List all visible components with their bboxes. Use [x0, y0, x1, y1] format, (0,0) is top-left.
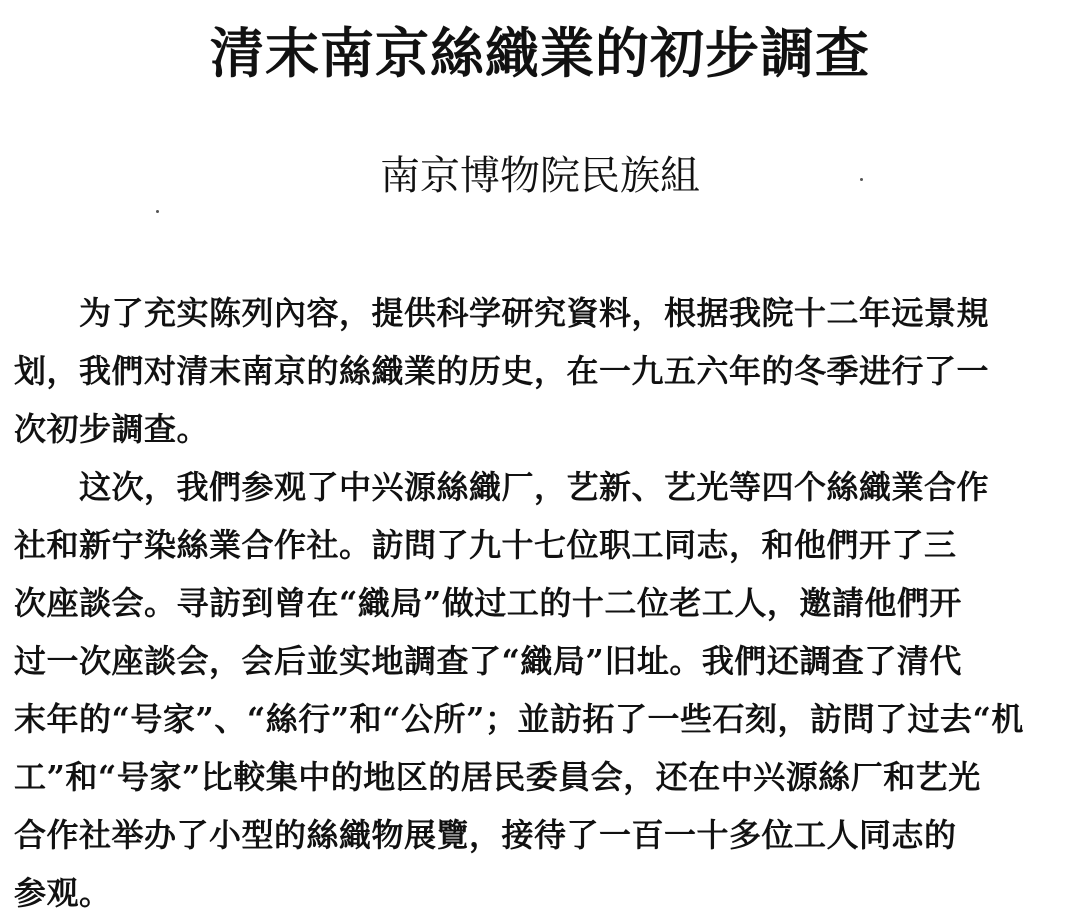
article-body: [14, 284, 1070, 922]
body-line: 这次，我們参观了中兴源絲織厂，艺新、艺光等四个絲織業合作: [14, 468, 990, 506]
body-line: 次座談会。寻訪到曾在“織局”做过工的十二位老工人，邀請他們开: [14, 584, 962, 622]
body-line: 社和新宁染絲業合作社。訪問了九十七位职工同志，和他們开了三: [14, 526, 957, 564]
body-line: 过一次座談会，会后並实地調查了“織局”旧址。我們还調查了清代: [14, 642, 962, 680]
body-line: 次初步調查。: [14, 410, 210, 448]
body-line: 合作社举办了小型的絲織物展覽，接待了一百一十多位工人同志的: [14, 816, 957, 854]
article-author: 南京博物院民族組: [380, 153, 700, 199]
article-title: 清末南京絲織業的初步調查: [210, 22, 870, 85]
body-line: 划，我們对清末南京的絲織業的历史，在一九五六年的冬季进行了一: [14, 352, 990, 390]
print-speck: [860, 178, 863, 181]
body-line: 参观。: [14, 874, 112, 912]
print-speck: [156, 210, 159, 213]
body-line: 为了充实陈列內容，提供科学研究資料，根据我院十二年远景規: [14, 294, 990, 332]
body-line: 工”和“号家”比較集中的地区的居民委員会，还在中兴源絲厂和艺光: [14, 758, 981, 796]
body-line: 末年的“号家”、“絲行”和“公所”；並訪拓了一些石刻，訪問了过去“机: [14, 700, 1024, 738]
